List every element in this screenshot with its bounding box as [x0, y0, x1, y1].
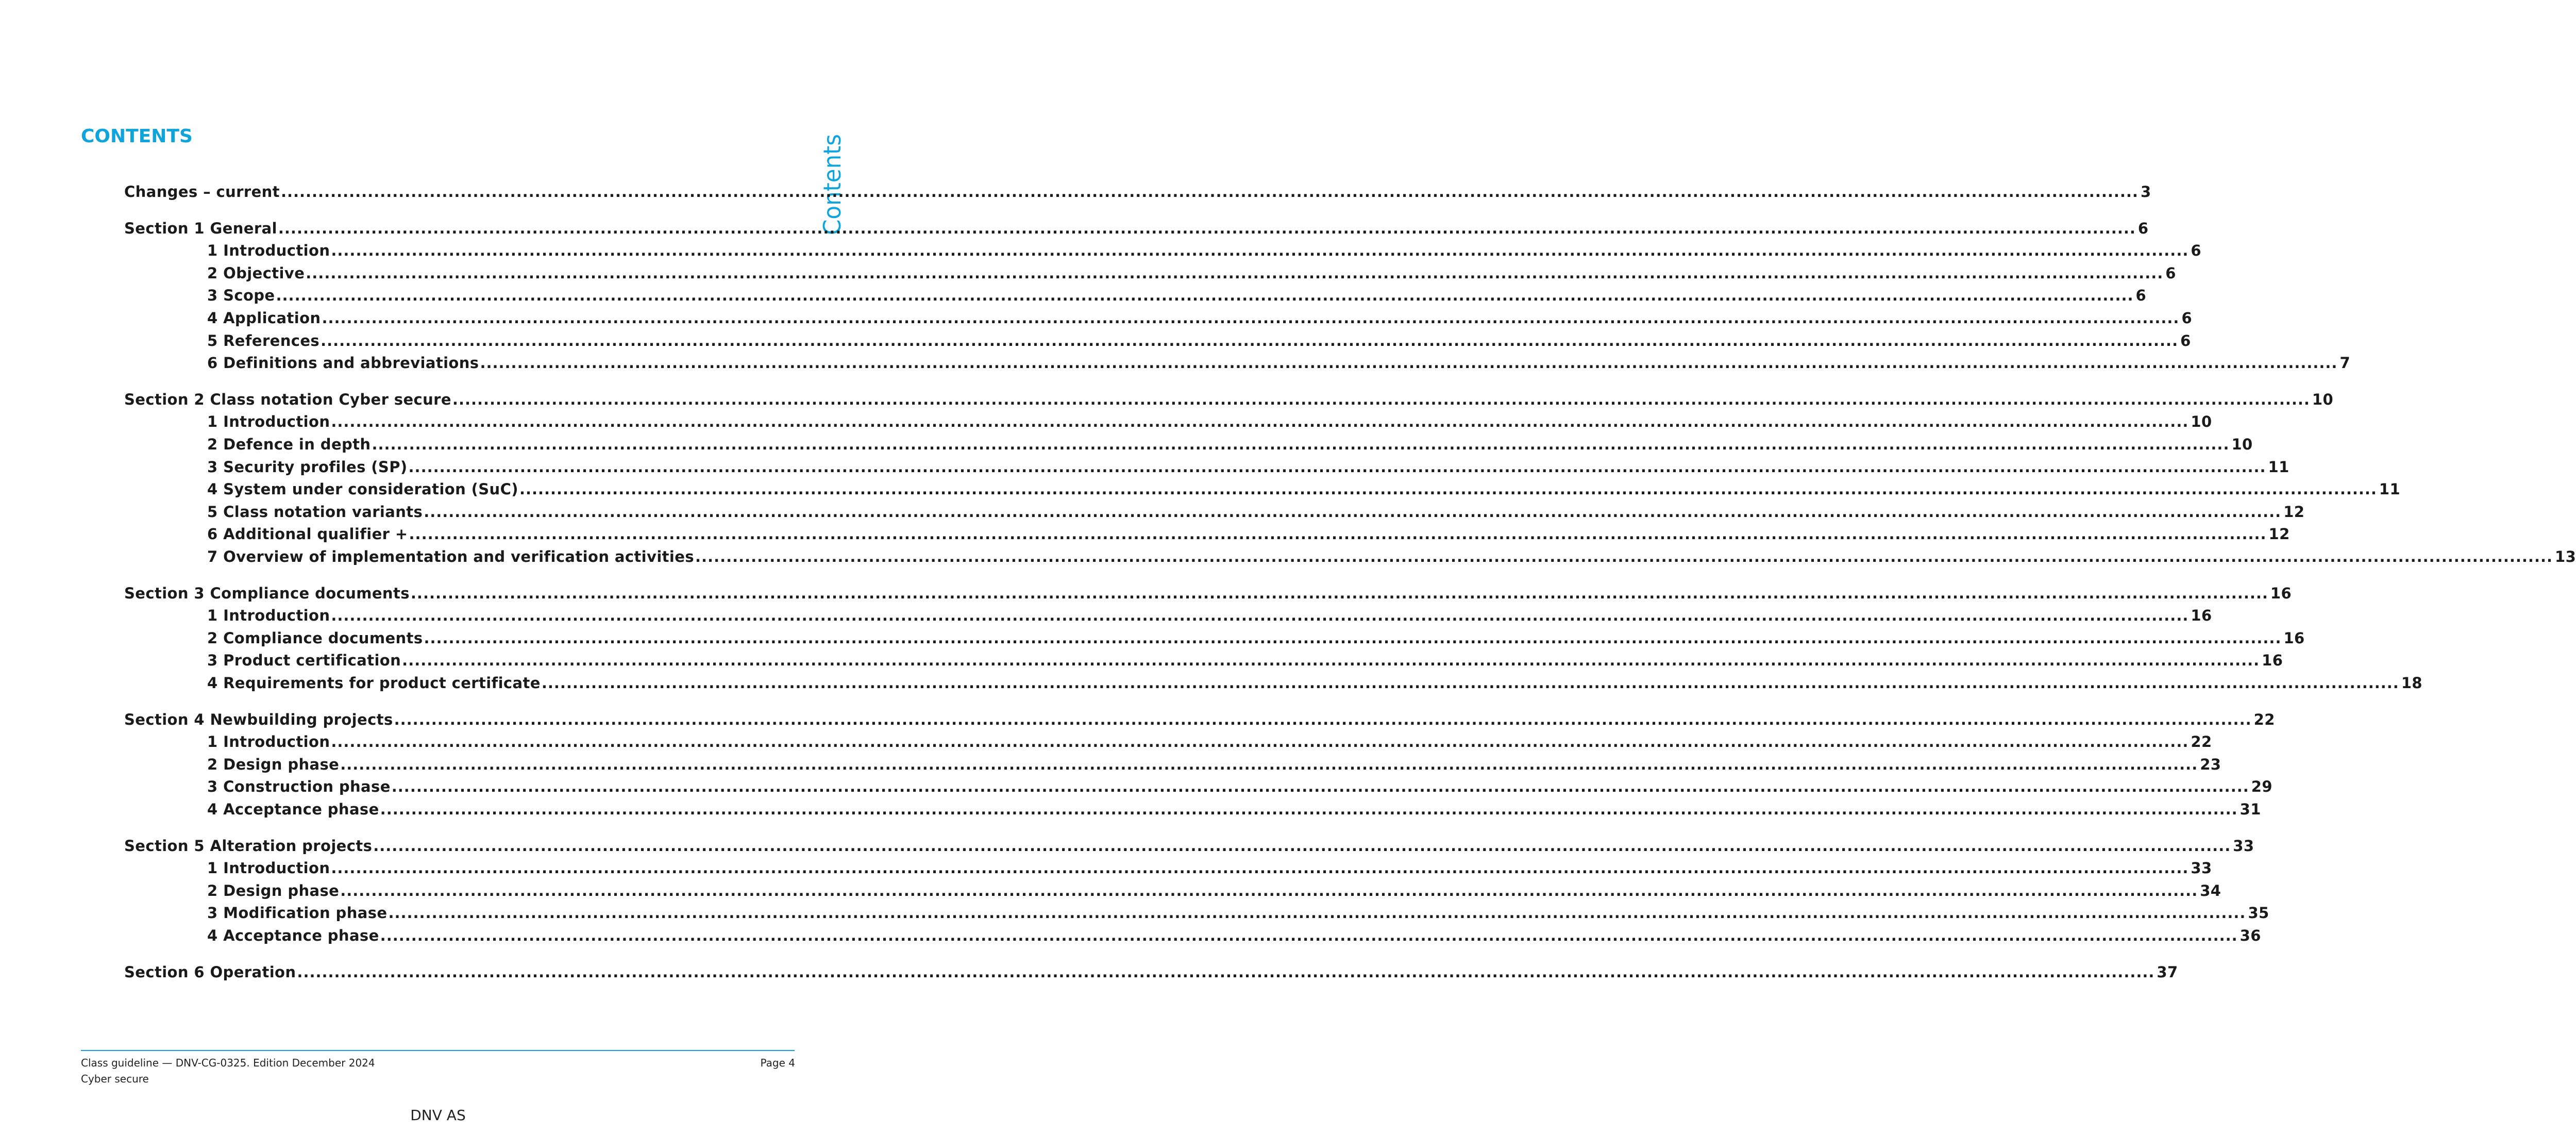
toc-entry-page-number: 33	[2191, 859, 2212, 877]
toc-entry[interactable]	[207, 858, 2212, 878]
toc-entry-label: 6 Additional qualifier +	[207, 525, 408, 543]
toc-entry-page-number: 6	[2181, 309, 2193, 327]
toc-entry[interactable]	[207, 880, 2221, 901]
toc-entry-label: 2 Compliance documents	[207, 629, 423, 647]
toc-entry[interactable]	[207, 799, 2261, 820]
toc-entry-page-number: 10	[2231, 436, 2253, 453]
toc-entry[interactable]	[207, 330, 2191, 351]
toc-entry[interactable]	[207, 605, 2212, 626]
toc-dot-leader: ............................................................................................................................................................................................................................................................................................................	[278, 219, 2136, 237]
toc-entry-page-number: 35	[2248, 904, 2269, 922]
footer-rule	[81, 1050, 795, 1051]
toc-entry-label: 4 Requirements for product certificate	[207, 674, 541, 692]
toc-entry-page-number: 10	[2191, 413, 2212, 431]
toc-dot-leader: ............................................................................................................................................................................................................................................................................................................	[410, 584, 2268, 602]
toc-dot-leader: ............................................................................................................................................................................................................................................................................................................	[695, 548, 2553, 565]
toc-entry[interactable]	[207, 502, 2305, 522]
toc-dot-leader: ............................................................................................................................................................................................................................................................................................................	[408, 458, 2266, 476]
toc-dot-leader: ............................................................................................................................................................................................................................................................................................................	[541, 674, 2399, 692]
toc-entry[interactable]	[207, 457, 2289, 477]
footer-page-number: Page 4	[760, 1057, 795, 1069]
toc-entry[interactable]	[124, 389, 2334, 410]
toc-entry-label: 2 Design phase	[207, 881, 340, 899]
toc-entry-page-number: 16	[2262, 652, 2283, 670]
toc-entry-label: 5 Class notation variants	[207, 503, 423, 521]
toc-entry-label: 5 References	[207, 331, 320, 349]
toc-entry[interactable]	[207, 353, 2351, 373]
toc-entry-page-number: 6	[2191, 242, 2201, 260]
toc-dot-leader: ............................................................................................................................................................................................................................................................................................................	[331, 859, 2189, 877]
toc-entry[interactable]	[207, 776, 2272, 797]
toc-dot-leader: ............................................................................................................................................................................................................................................................................................................	[322, 309, 2180, 327]
toc-entry-label: 3 Scope	[207, 287, 275, 305]
toc-entry[interactable]	[207, 479, 2401, 499]
toc-dot-leader: ............................................................................................................................................................................................................................................................................................................	[297, 963, 2155, 981]
toc-entry-label: 2 Objective	[207, 264, 305, 282]
toc-entry-page-number: 10	[2312, 390, 2334, 408]
toc-entry[interactable]	[207, 434, 2253, 455]
toc-entry[interactable]	[207, 546, 2576, 567]
toc-entry-label: 4 Acceptance phase	[207, 801, 379, 818]
toc-entry-page-number: 3	[2140, 183, 2151, 201]
toc-dot-leader: ............................................................................................................................................................................................................................................................................................................	[380, 927, 2238, 944]
toc-entry-label: 4 Acceptance phase	[207, 927, 379, 944]
toc-entry-label: 3 Security profiles (SP)	[207, 458, 408, 476]
toc-entry-page-number: 12	[2283, 503, 2305, 521]
toc-dot-leader: ............................................................................................................................................................................................................................................................................................................	[519, 480, 2377, 498]
footer-document-subtitle: Cyber secure	[81, 1073, 149, 1085]
toc-entry[interactable]	[207, 673, 2422, 693]
toc-entry[interactable]	[124, 709, 2275, 730]
toc-entry-label: 1 Introduction	[207, 413, 330, 431]
toc-entry-label: 4 System under consideration (SuC)	[207, 480, 518, 498]
toc-entry[interactable]	[124, 181, 2151, 202]
toc-entry-label: Section 6 Operation	[124, 963, 296, 981]
toc-entry[interactable]	[124, 962, 2178, 982]
toc-entry-label: Section 2 Class notation Cyber secure	[124, 390, 451, 408]
toc-entry-page-number: 33	[2233, 837, 2254, 855]
toc-dot-leader: ............................................................................................................................................................................................................................................................................................................	[452, 390, 2310, 408]
publisher-name: DNV AS	[410, 1107, 466, 1124]
toc-entry-label: 1 Introduction	[207, 607, 330, 625]
toc-entry-label: 6 Definitions and abbreviations	[207, 354, 479, 372]
toc-dot-leader: ............................................................................................................................................................................................................................................................................................................	[394, 710, 2252, 728]
toc-entry-page-number: 22	[2253, 710, 2275, 728]
toc-entry[interactable]	[124, 836, 2254, 856]
toc-entry-page-number: 29	[2251, 778, 2272, 796]
toc-dot-leader: ............................................................................................................................................................................................................................................................................................................	[321, 331, 2179, 349]
toc-entry-label: 1 Introduction	[207, 859, 330, 877]
toc-entry[interactable]	[207, 240, 2201, 261]
toc-entry-label: 3 Modification phase	[207, 904, 388, 922]
toc-dot-leader: ............................................................................................................................................................................................................................................................................................................	[409, 525, 2267, 543]
toc-dot-leader: ............................................................................................................................................................................................................................................................................................................	[331, 607, 2189, 625]
toc-entry[interactable]	[207, 628, 2305, 648]
toc-dot-leader: ............................................................................................................................................................................................................................................................................................................	[306, 264, 2164, 282]
toc-entry-page-number: 22	[2191, 733, 2212, 751]
toc-dot-leader: ............................................................................................................................................................................................................................................................................................................	[280, 183, 2139, 201]
toc-entry[interactable]	[207, 650, 2283, 671]
toc-entry-page-number: 7	[2339, 354, 2351, 372]
toc-dot-leader: ............................................................................................................................................................................................................................................................................................................	[276, 287, 2134, 305]
toc-entry-page-number: 36	[2240, 927, 2261, 944]
toc-entry-page-number: 13	[2555, 548, 2576, 565]
toc-entry-page-number: 18	[2401, 674, 2422, 692]
toc-dot-leader: ............................................................................................................................................................................................................................................................................................................	[373, 837, 2231, 855]
toc-entry[interactable]	[124, 218, 2149, 239]
toc-dot-leader: ............................................................................................................................................................................................................................................................................................................	[480, 354, 2338, 372]
toc-entry-label: 2 Defence in depth	[207, 436, 371, 453]
toc-entry-page-number: 6	[2165, 264, 2176, 282]
toc-entry[interactable]	[207, 903, 2269, 923]
toc-entry[interactable]	[207, 754, 2221, 775]
toc-entry[interactable]	[207, 524, 2290, 544]
toc-entry[interactable]	[207, 731, 2212, 752]
toc-dot-leader: ............................................................................................................................................................................................................................................................................................................	[391, 778, 2249, 796]
toc-entry-label: Section 4 Newbuilding projects	[124, 710, 393, 728]
toc-entry[interactable]	[207, 411, 2212, 432]
toc-entry-label: 3 Construction phase	[207, 778, 391, 796]
toc-entry-page-number: 34	[2200, 881, 2221, 899]
toc-dot-leader: ............................................................................................................................................................................................................................................................................................................	[340, 881, 2198, 899]
toc-entry-page-number: 16	[2270, 584, 2292, 602]
toc-dot-leader: ............................................................................................................................................................................................................................................................................................................	[402, 652, 2260, 670]
toc-entry-page-number: 6	[2180, 331, 2191, 349]
toc-dot-leader: ............................................................................................................................................................................................................................................................................................................	[424, 503, 2282, 521]
footer-document-title: Class guideline — DNV-CG-0325. Edition December 2024	[81, 1057, 375, 1069]
toc-entry[interactable]	[207, 308, 2193, 328]
toc-entry-page-number: 6	[2135, 287, 2147, 305]
toc-entry-label: 1 Introduction	[207, 733, 330, 751]
contents-heading: CONTENTS	[81, 126, 193, 147]
toc-entry-label: Section 1 General	[124, 219, 277, 237]
toc-entry-label: 3 Product certification	[207, 652, 401, 670]
toc-entry-label: 1 Introduction	[207, 242, 330, 260]
toc-dot-leader: ............................................................................................................................................................................................................................................................................................................	[340, 755, 2198, 773]
toc-entry[interactable]	[207, 285, 2147, 306]
toc-dot-leader: ............................................................................................................................................................................................................................................................................................................	[331, 242, 2189, 260]
toc-entry[interactable]	[207, 263, 2176, 284]
toc-entry-label: 7 Overview of implementation and verification activities	[207, 548, 695, 565]
toc-entry-label: Section 5 Alteration projects	[124, 837, 373, 855]
toc-entry[interactable]	[207, 925, 2261, 946]
toc-entry-label: 2 Design phase	[207, 755, 340, 773]
toc-entry-label: Section 3 Compliance documents	[124, 584, 410, 602]
toc-dot-leader: ............................................................................................................................................................................................................................................................................................................	[424, 629, 2282, 647]
toc-entry-page-number: 6	[2137, 219, 2149, 237]
toc-entry-page-number: 23	[2200, 755, 2221, 773]
toc-entry-page-number: 11	[2379, 480, 2401, 498]
toc-dot-leader: ............................................................................................................................................................................................................................................................................................................	[331, 733, 2189, 751]
toc-entry-page-number: 16	[2191, 607, 2212, 625]
toc-entry-page-number: 12	[2268, 525, 2290, 543]
toc-dot-leader: ............................................................................................................................................................................................................................................................................................................	[380, 801, 2238, 818]
toc-entry[interactable]	[124, 583, 2292, 604]
toc-entry-page-number: 16	[2283, 629, 2305, 647]
toc-dot-leader: ............................................................................................................................................................................................................................................................................................................	[388, 904, 2246, 922]
toc-entry-page-number: 37	[2157, 963, 2178, 981]
toc-entry-label: Changes – current	[124, 183, 280, 201]
side-tab-text: Contents	[818, 128, 846, 235]
toc-entry-page-number: 11	[2268, 458, 2289, 476]
toc-entry-label: 4 Application	[207, 309, 321, 327]
toc-entry-page-number: 31	[2240, 801, 2261, 818]
toc-dot-leader: ............................................................................................................................................................................................................................................................................................................	[372, 436, 2230, 453]
toc-dot-leader: ............................................................................................................................................................................................................................................................................................................	[331, 413, 2189, 431]
